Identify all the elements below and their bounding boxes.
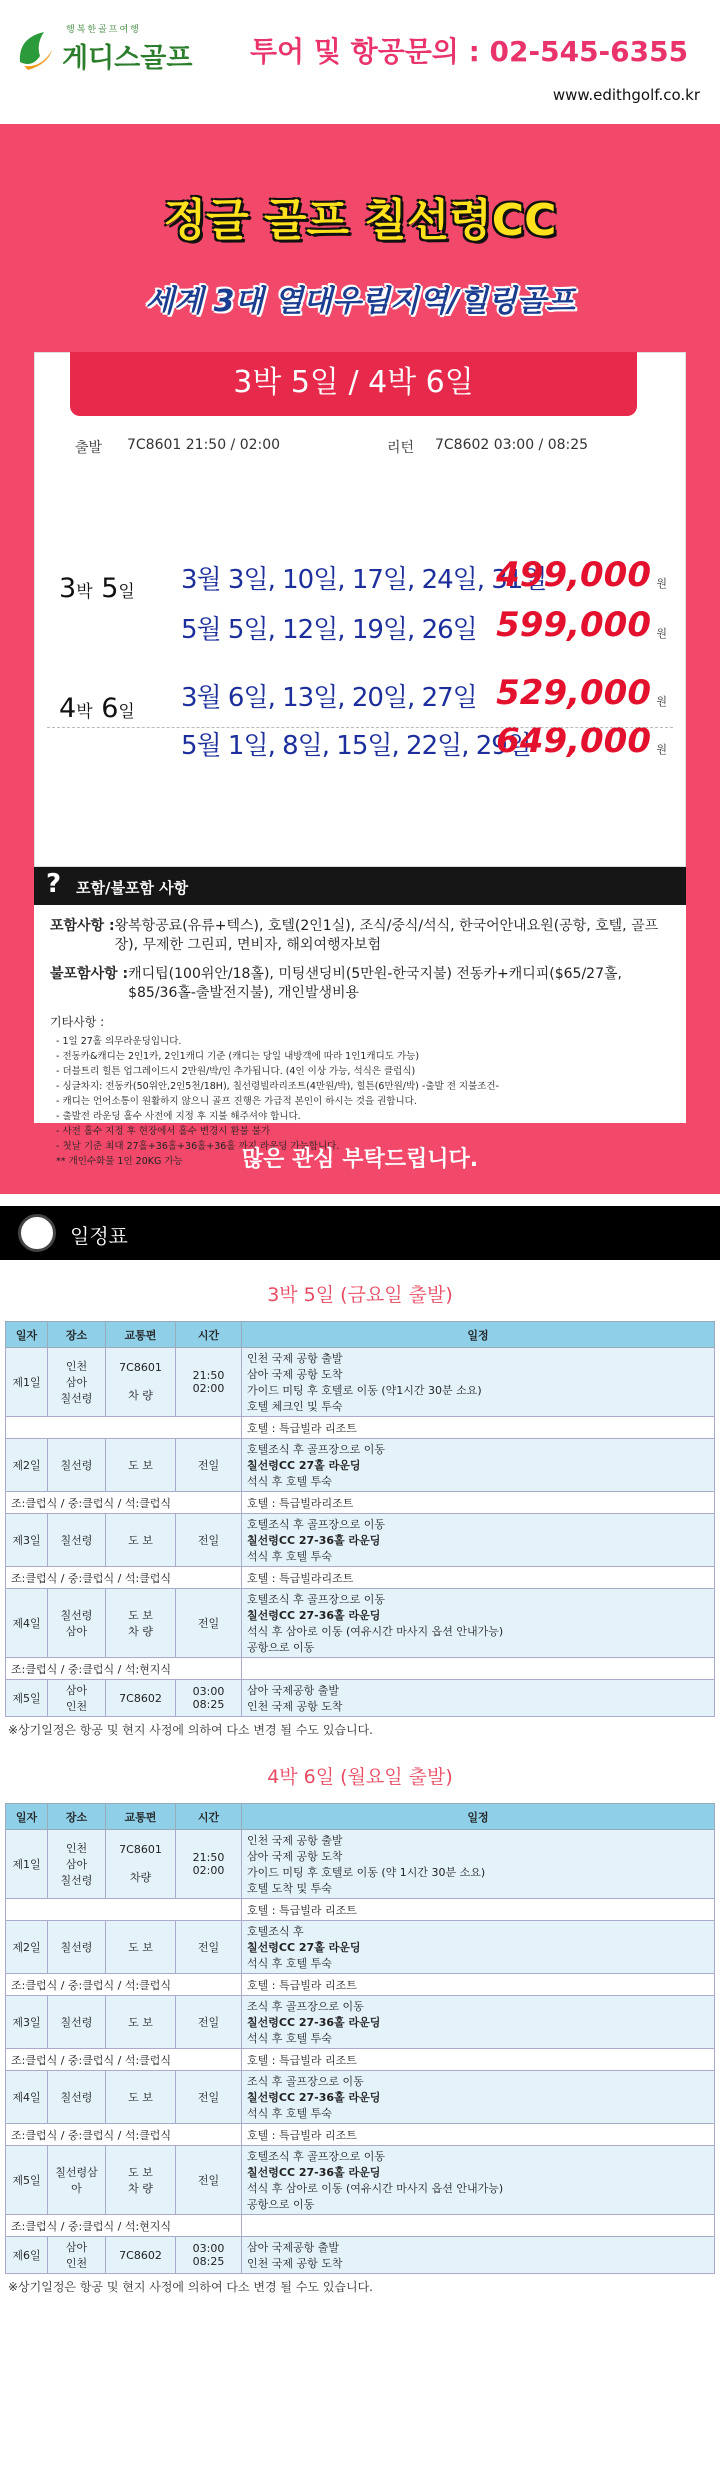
plan-cell (242, 1921, 715, 1974)
plan-line: 삼아 국제공항 출발 (247, 1684, 340, 1697)
meal-row (6, 2124, 715, 2146)
plan-line: 칠선령CC 27-36홀 라운딩 (247, 2166, 381, 2179)
table-header: 시간 (176, 1804, 242, 1830)
plan-cell (242, 1830, 715, 1899)
plan-line: 칠선령CC 27홀 라운딩 (247, 1941, 361, 1954)
table-row (6, 1348, 715, 1417)
place-cell: 인천 삼아 칠선령 (48, 1830, 106, 1899)
transport-cell: 7C8601 차량 (106, 1830, 176, 1899)
place-cell: 인천 삼아 칠선령 (48, 1348, 106, 1417)
table-header: 일자 (6, 1804, 48, 1830)
etc-item: - 첫날 기준 최대 27홀+36홀+36홀+36홀 까지 라운딩 가능합니다. (56, 1141, 340, 1152)
plan-cell (242, 1348, 715, 1417)
table-row (6, 1439, 715, 1492)
header (0, 0, 720, 124)
hotel-cell: 호텔 : 특급빌라 리조트 (242, 1417, 715, 1439)
etc-item: - 사전 홀수 지정 후 현장에서 홀수 변경시 환불 불가 (56, 1126, 271, 1137)
hotel-cell (242, 1658, 715, 1680)
meal-cell: 조:클럽식 / 중:클럽식 / 석:현지식 (6, 1658, 242, 1680)
tour-price: 649,000 (496, 721, 651, 761)
tour-price: 599,000 (496, 605, 651, 645)
return-label: 리턴 (387, 440, 415, 456)
plan-line: 호텔 체크인 및 투숙 (247, 1400, 343, 1413)
plan-line: 인천 국제 공항 도착 (247, 1700, 343, 1713)
time-cell: 전일 (176, 1996, 242, 2049)
depart-label: 출발 (75, 440, 103, 456)
hotel-cell: 호텔 : 특급빌라리조트 (242, 1567, 715, 1589)
plan-cell (242, 1589, 715, 1658)
duration-tab: 3박 5일 / 4박 6일 (70, 352, 637, 416)
transport-cell: 7C8601 차 량 (106, 1348, 176, 1417)
day-cell: 제4일 (6, 2071, 48, 2124)
promo-title: 정글 골프 칠선령CC (163, 195, 557, 246)
meal-cell: 조:클럽식 / 중:클럽식 / 석:현지식 (6, 2215, 242, 2237)
day-cell: 제3일 (6, 1996, 48, 2049)
table-header: 일정 (242, 1804, 715, 1830)
plan-cell (242, 1996, 715, 2049)
place-cell: 삼아 인천 (48, 2237, 106, 2274)
transport-cell: 도 보 (106, 1439, 176, 1492)
plan-line: 인천 국제 공항 출발 (247, 1834, 343, 1847)
etc-item: ** 개인수화물 1인 20KG 가능 (56, 1156, 183, 1167)
plan-line: 가이드 미팅 후 호텔로 이동 (약1시간 30분 소요) (247, 1384, 482, 1397)
transport-cell: 도 보 (106, 1921, 176, 1974)
plan-cell (242, 2146, 715, 2215)
schedule-bar (0, 1206, 720, 1260)
days-unit: 일 (118, 582, 135, 602)
plan-line: 공항으로 이동 (247, 1641, 315, 1654)
day-cell: 제5일 (6, 2146, 48, 2215)
currency-unit: 원 (656, 695, 667, 708)
plan-line: 조식 후 골프장으로 이동 (247, 2075, 364, 2088)
plan-cell (242, 2237, 715, 2274)
schedule-title: 일정표 (70, 1224, 128, 1248)
hotel-cell: 호텔 : 특급빌라 리조트 (242, 1974, 715, 1996)
plan-line: 석식 후 호텔 투숙 (247, 2107, 332, 2120)
logo-tagline: 행복한골프여행 (66, 25, 141, 35)
schedule-2-title: 4박 6일 (월요일 출발) (267, 1766, 453, 1788)
hotel-cell: 호텔 : 특급빌라 리조트 (242, 1899, 715, 1921)
plan-line: 칠선령CC 27-36홀 라운딩 (247, 2091, 381, 2104)
time-cell: 전일 (176, 1589, 242, 1658)
plan-line: 호텔조식 후 골프장으로 이동 (247, 1518, 386, 1531)
place-cell: 칠선령 삼아 (48, 1589, 106, 1658)
plan-line: 인천 국제 공항 출발 (247, 1352, 343, 1365)
plan-line: 호텔조식 후 골프장으로 이동 (247, 1593, 386, 1606)
plan-line: 칠선령CC 27홀 라운딩 (247, 1459, 361, 1472)
included-text: 왕복항공료(유류+텍스), 호텔(2인1실), 조식/중식/석식, 한국어안내요원(공항, 호텔, 골프장), 무제한 그린피, 면비자, 해외여행자보험 (114, 918, 659, 953)
table-row (6, 1680, 715, 1717)
place-cell: 칠선령 (48, 2071, 106, 2124)
time-cell: 03:00 08:25 (176, 1680, 242, 1717)
place-cell: 삼아 인천 (48, 1680, 106, 1717)
plan-line: 호텔조식 후 골프장으로 이동 (247, 1443, 386, 1456)
plan-line: 칠선령CC 27-36홀 라운딩 (247, 1534, 381, 1547)
table-row (6, 1996, 715, 2049)
place-cell: 칠선령삼아 (48, 2146, 106, 2215)
table-row (6, 2071, 715, 2124)
transport-cell: 도 보 (106, 1996, 176, 2049)
plan-line: 삼아 국제공항 출발 (247, 2241, 340, 2254)
schedule-table-3n5d (5, 1321, 715, 1717)
hotel-cell: 호텔 : 특급빌라리조트 (242, 1492, 715, 1514)
plan-line: 조식 후 골프장으로 이동 (247, 2000, 364, 2013)
meal-row (6, 1492, 715, 1514)
table-row (6, 1921, 715, 1974)
plan-line: 석식 후 호텔 투숙 (247, 1475, 332, 1488)
transport-cell: 도 보 차 량 (106, 2146, 176, 2215)
transport-cell: 도 보 (106, 1514, 176, 1567)
days-num: 6 (101, 693, 119, 724)
plan-line: 호텔조식 후 골프장으로 이동 (247, 2150, 386, 2163)
question-icon: ? (46, 869, 62, 899)
meal-row (6, 1567, 715, 1589)
departure-dates: 3월 3일, 10일, 17일, 24일, 31일 (181, 565, 547, 595)
place-cell: 칠선령 (48, 1514, 106, 1567)
table-row (6, 1830, 715, 1899)
table-header: 장소 (48, 1804, 106, 1830)
time-cell: 전일 (176, 1439, 242, 1492)
table-row (6, 2146, 715, 2215)
time-cell: 21:50 02:00 (176, 1348, 242, 1417)
transport-cell: 도 보 (106, 2071, 176, 2124)
table-header: 시간 (176, 1322, 242, 1348)
schedule-1-title: 3박 5일 (금요일 출발) (267, 1284, 453, 1306)
tour-price: 529,000 (496, 673, 651, 713)
etc-label: 기타사항 : (50, 1015, 105, 1029)
logo-name: 게디스골프 (62, 43, 193, 74)
price-card (34, 352, 686, 867)
etc-item: - 출발전 라운딩 홀수 사전에 지정 후 지불 해주셔야 합니다. (56, 1111, 301, 1122)
time-cell: 21:50 02:00 (176, 1830, 242, 1899)
departure-dates: 3월 6일, 13일, 20일, 27일 (181, 683, 477, 713)
meal-cell (6, 1899, 242, 1921)
nights-unit: 박 (76, 582, 93, 602)
plan-line: 칠선령CC 27-36홀 라운딩 (247, 2016, 381, 2029)
plan-line: 석식 후 호텔 투숙 (247, 2032, 332, 2045)
meal-row (6, 2215, 715, 2237)
meal-row (6, 1417, 715, 1439)
nights-num: 3 (59, 573, 77, 604)
hotel-cell: 호텔 : 특급빌라 리조트 (242, 2049, 715, 2071)
etc-item: - 더블트리 힐튼 업그레이드시 2만원/박/인 추가됩니다. (4인 이상 가능, 석식은 클럽식) (56, 1066, 416, 1077)
contact-phone: 투어 및 항공문의 : 02-545-6355 (250, 35, 689, 68)
day-cell: 제4일 (6, 1589, 48, 1658)
promo-subtitle: 세계 3대 열대우림지역/힐링골프 (145, 284, 575, 319)
inclusion-bar (34, 867, 686, 905)
day-cell: 제6일 (6, 2237, 48, 2274)
table-header: 교통편 (106, 1804, 176, 1830)
currency-unit: 원 (656, 577, 667, 590)
leaf-logo-icon (14, 28, 58, 72)
plan-line: 삼아 국제 공항 도착 (247, 1850, 343, 1863)
plan-line: 공항으로 이동 (247, 2198, 315, 2211)
days-num: 5 (101, 573, 119, 604)
time-cell: 전일 (176, 2071, 242, 2124)
day-cell: 제2일 (6, 1439, 48, 1492)
duration-label (59, 693, 135, 724)
day-cell: 제5일 (6, 1680, 48, 1717)
meal-cell (6, 1417, 242, 1439)
etc-item: - 캐디는 언어소통이 원활하지 않으니 골프 진행은 가급적 본인이 하시는 것을 권합니다. (56, 1096, 417, 1107)
plan-line: 석식 후 호텔 투숙 (247, 1957, 332, 1970)
plan-line: 삼아 국제 공항 도착 (247, 1368, 343, 1381)
day-cell: 제3일 (6, 1514, 48, 1567)
plan-cell (242, 1439, 715, 1492)
time-cell: 전일 (176, 1514, 242, 1567)
meal-cell: 조:클럽식 / 중:클럽식 / 석:클럽식 (6, 2124, 242, 2146)
meal-cell: 조:클럽식 / 중:클럽식 / 석:클럽식 (6, 2049, 242, 2071)
hotel-cell (242, 2215, 715, 2237)
currency-unit: 원 (656, 627, 667, 640)
plan-cell (242, 2071, 715, 2124)
meal-row (6, 1658, 715, 1680)
thanks-message: 많은 관심 부탁드립니다. (241, 1147, 479, 1172)
transport-cell: 도 보 차 량 (106, 1589, 176, 1658)
meal-cell: 조:클럽식 / 중:클럽식 / 석:클럽식 (6, 1492, 242, 1514)
plan-line: 호텔조식 후 (247, 1925, 304, 1938)
plan-line: 가이드 미팅 후 호텔로 이동 (약 1시간 30분 소요) (247, 1866, 486, 1879)
etc-item: - 전동카&캐디는 2인1카, 2인1캐디 기준 (캐디는 당일 내방객에 따라 1인1캐디도 가능) (56, 1051, 420, 1062)
place-cell: 칠선령 (48, 1996, 106, 2049)
nights-unit: 박 (76, 702, 93, 722)
plan-line: 인천 국제 공항 도착 (247, 2257, 343, 2270)
place-cell: 칠선령 (48, 1921, 106, 1974)
meal-row (6, 1899, 715, 1921)
time-cell: 전일 (176, 2146, 242, 2215)
depart-flight: 7C8601 21:50 / 02:00 (127, 437, 281, 453)
meal-cell: 조:클럽식 / 중:클럽식 / 석:클럽식 (6, 1567, 242, 1589)
schedule-1-footnote: ※상기일정은 항공 및 현지 사정에 의하여 다소 변경 될 수도 있습니다. (8, 1723, 374, 1737)
divider (47, 727, 673, 728)
day-cell: 제1일 (6, 1348, 48, 1417)
meal-row (6, 2049, 715, 2071)
departure-dates: 5월 1일, 8일, 15일, 22일, 29일 (181, 731, 531, 761)
day-cell: 제2일 (6, 1921, 48, 1974)
currency-unit: 원 (656, 743, 667, 756)
website-link[interactable]: www.edithgolf.co.kr (552, 86, 700, 104)
plan-cell (242, 1680, 715, 1717)
time-cell: 03:00 08:25 (176, 2237, 242, 2274)
included-label: 포함사항 : (50, 918, 115, 934)
tour-price: 499,000 (496, 555, 651, 595)
table-row (6, 1514, 715, 1567)
time-cell: 전일 (176, 1921, 242, 1974)
hotel-cell: 호텔 : 특급빌라 리조트 (242, 2124, 715, 2146)
place-cell: 칠선령 (48, 1439, 106, 1492)
excluded-text: 캐디팁(100위안/18홀), 미팅샌딩비(5만원-한국지불) 전동카+캐디피($65/27홀, $85/36홀-출발전지불), 개인발생비용 (128, 966, 622, 1001)
inclusion-title: 포함/불포함 사항 (76, 879, 189, 897)
promo-banner (0, 124, 720, 1194)
etc-item: - 싱글차지: 전동카(50위안,2인5천/18H), 칠선령빌라리조트(4만원/박), 힐튼(6만원/박) -출발 전 지불조건- (56, 1081, 500, 1092)
plan-line: 석식 후 호텔 투숙 (247, 1550, 332, 1563)
day-cell: 제1일 (6, 1830, 48, 1899)
duration-label (59, 573, 135, 604)
transport-cell: 7C8602 (106, 2237, 176, 2274)
etc-item: - 1일 27홀 의무라운딩입니다. (56, 1036, 182, 1047)
meal-row (6, 1974, 715, 1996)
schedule-2-footnote: ※상기일정은 항공 및 현지 사정에 의하여 다소 변경 될 수도 있습니다. (8, 2280, 374, 2294)
plan-line: 칠선령CC 27-36홀 라운딩 (247, 1609, 381, 1622)
table-header: 교통편 (106, 1322, 176, 1348)
return-flight: 7C8602 03:00 / 08:25 (435, 437, 589, 453)
plan-line: 석식 후 삼아로 이동 (여유시간 마사지 옵션 안내가능) (247, 1625, 504, 1638)
golf-icon (18, 1214, 56, 1252)
schedule-table-4n6d (5, 1803, 715, 2274)
table-header: 일정 (242, 1322, 715, 1348)
plan-line: 호텔 도착 및 투숙 (247, 1882, 332, 1895)
table-header: 장소 (48, 1322, 106, 1348)
plan-line: 석식 후 삼아로 이동 (여유시간 마사지 옵션 안내가능) (247, 2182, 504, 2195)
days-unit: 일 (118, 702, 135, 722)
table-row (6, 2237, 715, 2274)
plan-cell (242, 1514, 715, 1567)
logo[interactable] (14, 22, 204, 82)
table-row (6, 1589, 715, 1658)
table-header: 일자 (6, 1322, 48, 1348)
meal-cell: 조:클럽식 / 중:클럽식 / 석:클럽식 (6, 1974, 242, 1996)
departure-dates: 5월 5일, 12일, 19일, 26일 (181, 615, 477, 645)
excluded-label: 불포함사항 : (50, 966, 129, 982)
transport-cell: 7C8602 (106, 1680, 176, 1717)
nights-num: 4 (59, 693, 77, 724)
